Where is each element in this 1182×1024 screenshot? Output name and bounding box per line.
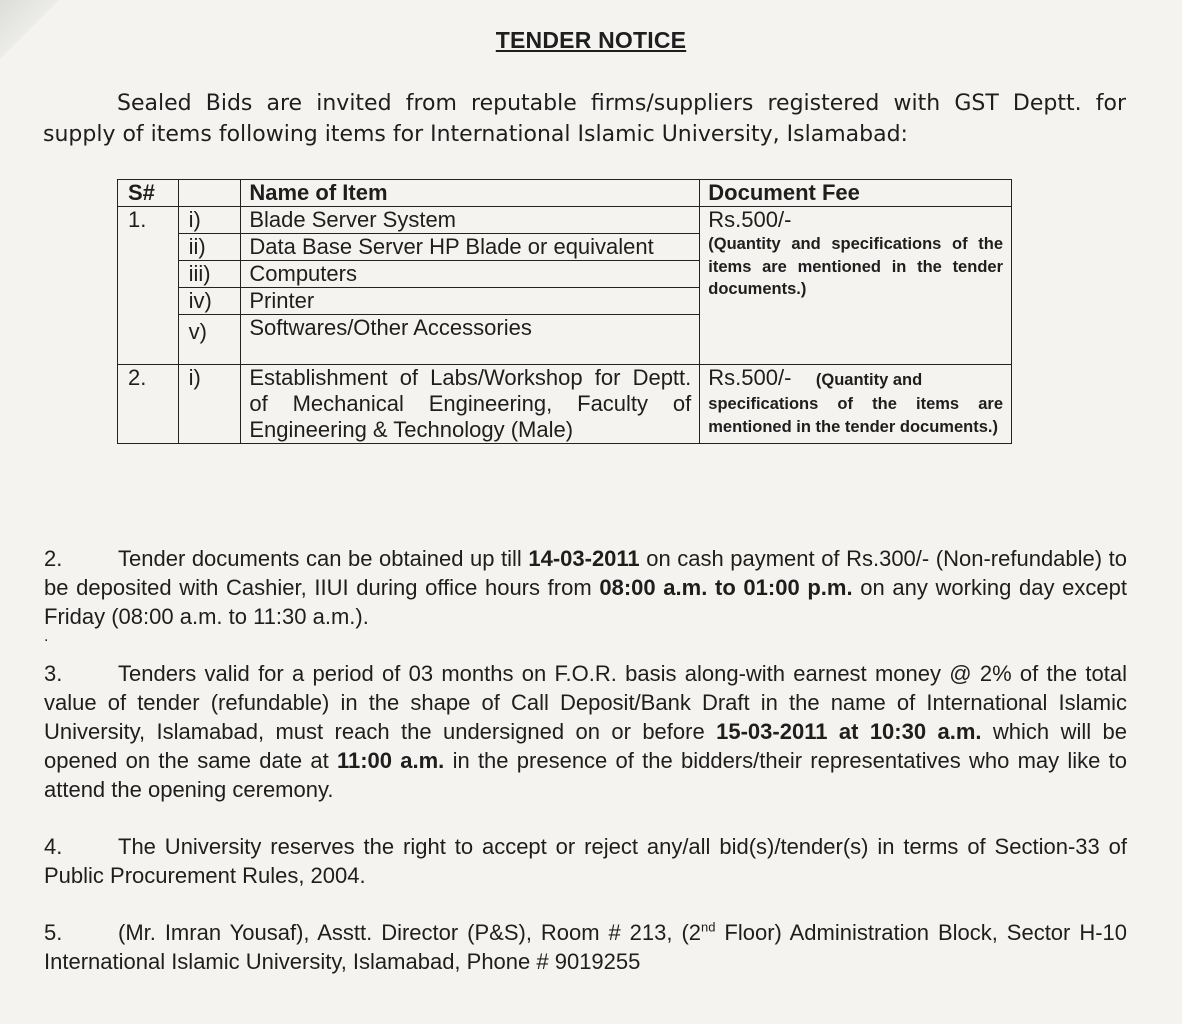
paragraph-5: 5. (Mr. Imran Yousaf), Asstt. Director (P&S), Room # 213, (2nd Floor) Administration Block, Sector H-10 International Islamic University, Islamabad, Phone # 9019255 — [44, 919, 1128, 974]
paragraph-2: 2. Tender documents can be obtained up till 14-03-2011 on cash payment of Rs.300/- (Non-refundable) to be deposited with Cashier, IIUI during office hours from 08:00 a.m. to 01:00 p.m. on any working day except Friday (08:00 a.m. to 11:30 a.m.). — [44, 546, 1127, 629]
group1-fee-cell — [700, 207, 1012, 365]
item-name: Establishment of Labs/Workshop for Deptt. of Mechanical Engineering, Faculty of Engineering & Technology (Male) — [241, 365, 700, 444]
item-name: Softwares/Other Accessories — [241, 315, 700, 365]
item-name: Data Base Server HP Blade or equivalent — [241, 234, 700, 261]
group2-fee-note: specifications of the items are mentioned in the tender documents.) — [708, 395, 1003, 436]
table-header-row — [118, 180, 1012, 207]
paragraph-3: 3. Tenders valid for a period of 03 months on F.O.R. basis along-with earnest money @ 2% of the total value of tender (refundable) in the shape of Call Deposit/Bank Draft in the name of International Islamic University, Islamabad, must reach the undersigned on or before 15-03-2011 at 10:30 a.m. which will be opened on the same date at 11:00 a.m. in the presence of the bidders/their representatives who may like to attend the opening ceremony. — [44, 661, 1128, 802]
intro-paragraph: Sealed Bids are invited from reputable firms/suppliers registered with GST Deptt. for supply of items following items for International Islamic University, Islamabad: — [43, 91, 1126, 147]
page-title: TENDER NOTICE — [495, 27, 687, 53]
header-name: Name of Item — [241, 180, 700, 207]
table-row — [118, 365, 1012, 444]
stray-mark: . — [44, 628, 49, 645]
group1-sno: 1. — [118, 207, 179, 365]
group1-fee-note: (Quantity and specifications of the items are mentioned in the tender documents.) — [708, 235, 1003, 298]
table-row — [118, 207, 1012, 234]
group2-fee: Rs.500/- — [708, 365, 792, 390]
paragraph-4: 4. The University reserves the right to accept or reject any/all bid(s)/tender(s) in terms of Section-33 of Public Procurement Rules, 2004. — [44, 834, 1127, 888]
item-name: Printer — [241, 288, 700, 315]
item-name: Blade Server System — [241, 207, 700, 234]
items-table — [117, 179, 1012, 444]
item-sub-number: v) — [178, 315, 241, 365]
item-sub-number: i) — [178, 207, 241, 234]
group2-sno: 2. — [118, 365, 179, 444]
header-fee: Document Fee — [700, 180, 1012, 207]
group2-fee-note-first: (Quantity and — [815, 371, 923, 389]
header-sno: S# — [118, 180, 179, 207]
item-sub-number: i) — [178, 365, 241, 444]
item-sub-number: ii) — [178, 234, 241, 261]
item-sub-number: iv) — [178, 288, 241, 315]
item-sub-number: iii) — [178, 261, 241, 288]
group1-fee: Rs.500/- — [708, 207, 792, 232]
item-name: Computers — [241, 261, 700, 288]
header-blank — [178, 180, 241, 207]
group2-fee-cell — [700, 365, 1012, 444]
